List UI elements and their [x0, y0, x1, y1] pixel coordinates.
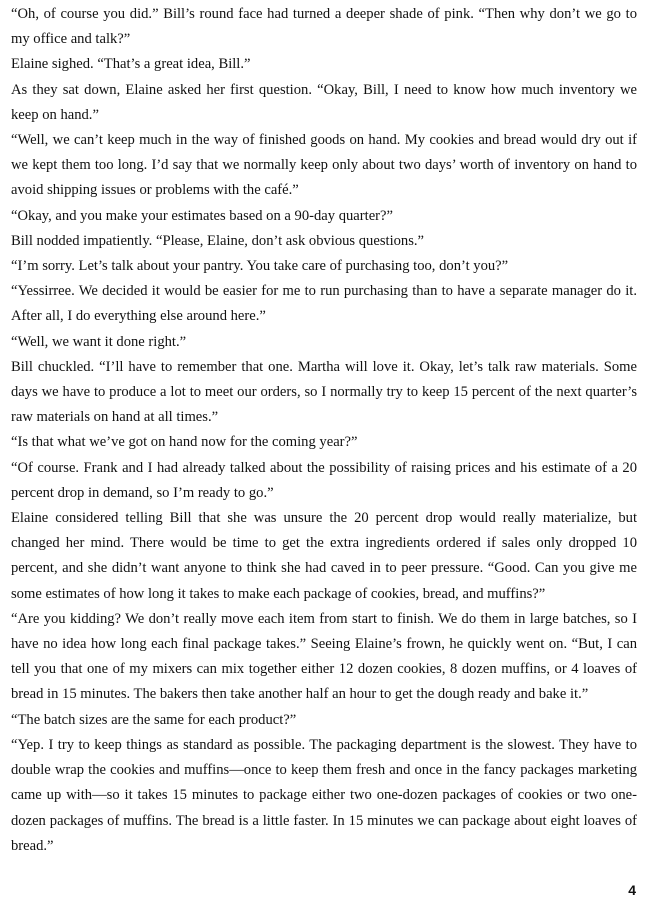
paragraph: “Is that what we’ve got on hand now for the coming year?” [11, 434, 358, 451]
body-text [11, 2, 637, 859]
paragraph: “Oh, of course you did.” Bill’s round face had turned a deeper shade of pink. “Then why don’t we go to my office and talk?” [11, 6, 637, 48]
paragraph: “Okay, and you make your estimates based on a 90-day quarter?” [11, 207, 393, 224]
paragraph: “Yessirree. We decided it would be easier for me to run purchasing than to have a separate manager do it. After all, I do everything else around here.” [11, 283, 637, 325]
paragraph: “Well, we can’t keep much in the way of finished goods on hand. My cookies and bread would dry out if we kept them too long. I’d say that we normally keep only about two days’ worth of inventory on hand to avoid shipping issues or problems with the café.” [11, 132, 637, 199]
paragraph: “I’m sorry. Let’s talk about your pantry. You take care of purchasing too, don’t you?” [11, 258, 509, 275]
paragraph: Elaine considered telling Bill that she was unsure the 20 percent drop would really materialize, but changed her mind. There would be time to get the extra ingredients ordered if sales only dropped 10 percent, and she didn’t want anyone to think she had caved in to peer pressure. “Good. Can you give me some estimates of how long it takes to make each package of cookies, bread, and muffins?” [11, 510, 637, 602]
paragraph: “Yep. I try to keep things as standard as possible. The packaging department is the slowest. They have to double wrap the cookies and muffins—once to keep them fresh and once in the fancy packages marketing came up with—so it takes 15 minutes to package either two one-dozen packages of cookies or two one-dozen packages of muffins. The bread is a little faster. In 15 minutes we can package about eight loaves of bread.” [11, 736, 637, 854]
paragraph: “Are you kidding? We don’t really move each item from start to finish. We do them in large batches, so I have no idea how long each final package takes.” Seeing Elaine’s frown, he quickly went on. “But, I can tell you that one of my mixers can mix together either 12 dozen cookies, 8 dozen muffins, or 4 loaves of bread in 15 minutes. The bakers then take another half an hour to get the dough ready and bake it.” [11, 610, 637, 703]
paragraph: Bill nodded impatiently. “Please, Elaine, don’t ask obvious questions.” [11, 232, 425, 249]
paragraph: “Of course. Frank and I had already talked about the possibility of raising prices and his estimate of a 20 percent drop in demand, so I’m ready to go.” [11, 459, 637, 501]
page-number: 4 [628, 882, 636, 898]
paragraph: Bill chuckled. “I’ll have to remember that one. Martha will love it. Okay, let’s talk raw materials. Some days we have to produce a lot to meet our orders, so I normally try to keep 15 percent of the next quarter’s raw materials on hand at all times.” [11, 358, 637, 426]
paragraph: As they sat down, Elaine asked her first question. “Okay, Bill, I need to know how much inventory we keep on hand.” [11, 81, 637, 123]
paragraph: Elaine sighed. “That’s a great idea, Bill.” [11, 56, 251, 73]
paragraph: “Well, we want it done right.” [11, 333, 187, 350]
paragraph: “The batch sizes are the same for each product?” [11, 711, 297, 728]
